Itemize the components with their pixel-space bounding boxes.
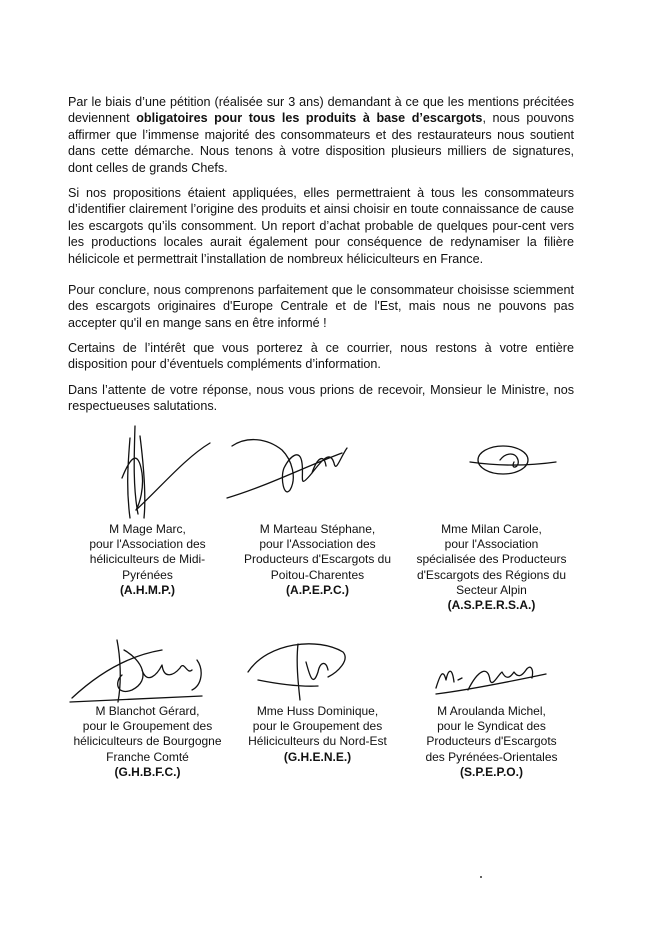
signatory-line: spécialisée des Producteurs: [416, 552, 567, 567]
paragraph-petition: [68, 94, 574, 176]
petition-text-end: , nous pouvons affirmer que l’immense majorité des consommateurs et des restaurateurs nous soutient dans cette démarche. Nous tenons à votre disposition plusieurs milliers de signatures, dont celles de grands Chefs.: [68, 111, 575, 175]
signature-mage-marc: [100, 418, 220, 528]
page-mark: [480, 876, 482, 878]
signatory-line: M Blanchot Gérard,: [95, 704, 200, 718]
signatory-line: d'Escargots des Régions du: [416, 567, 567, 582]
signatory-line: M Mage Marc,: [109, 522, 186, 536]
signatory-line: Mme Huss Dominique,: [256, 704, 379, 718]
paragraph-interest: Certains de l’intérêt que vous porterez à ce courrier, nous restons à votre entière disposition pour d’éventuels compléments d’information.: [68, 341, 574, 372]
signatory-line: Mme Milan Carole,: [441, 522, 542, 536]
signatory-ghbfc: [60, 704, 235, 780]
signatory-line: Secteur Alpin: [456, 582, 527, 597]
paragraph-propositions: Si nos propositions étaient appliquées, elles permettraient à tous les consommateurs d’identifier clairement l’origine des produits et ainsi choisir en toute connaissance de cause les escargots qu’ils consomment. Un report d’achat probable de quelques pour-cent vers les productions locales aurait également pour conséquence de redynamiser la filière hélicicole et permettrait l’installation de nombreux héliciculteurs en France.: [68, 186, 574, 266]
signatory-line: pour l'Association: [444, 537, 539, 552]
signatory-line: M Marteau Stéphane,: [259, 522, 376, 536]
paragraph-conclusion: Pour conclure, nous comprenons parfaitement que le consommateur choisisse sciemment des escargots originaires d'Europe Centrale et de l'Est, mais nous ne pouvons pas accepter qu'il en mange sans en être informé !: [68, 283, 574, 330]
signatory-line: pour le Groupement des: [252, 719, 383, 734]
signatory-line: Producteurs d'Escargots du: [243, 552, 392, 567]
signature-huss-dominique: [238, 632, 358, 707]
signatory-acronym: (A.S.P.E.R.S.A.): [447, 598, 536, 613]
signatory-acronym: (S.P.E.P.O.): [460, 764, 523, 779]
signatory-line: pour l'Association des: [259, 537, 376, 552]
signatory-spepo: [404, 704, 579, 780]
petition-bold-text: obligatoires pour tous les produits à base d’escargots: [136, 111, 483, 126]
signatory-line: des Pyrénées-Orientales: [425, 749, 558, 764]
signatory-ahmp: [60, 522, 235, 598]
signature-milan-carole: [468, 438, 558, 493]
signature-blanchot-gerard: [62, 630, 212, 710]
signatory-acronym: (G.H.B.F.C.): [114, 764, 181, 779]
signatory-ghene: [230, 704, 405, 765]
signatory-acronym: (G.H.E.N.E.): [283, 749, 352, 764]
signatory-line: héliciculteurs de Midi-: [89, 552, 206, 567]
signatory-line: Franche Comté: [106, 749, 189, 764]
paragraph-closing: Dans l’attente de votre réponse, nous vous prions de recevoir, Monsieur le Ministre, nos respectueuses salutations.: [68, 383, 574, 414]
petition-text-start: Par le biais d’une pétition (réalisée sur 3 ans) demandant à ce que les mentions précitées deviennent: [68, 95, 574, 126]
signature-marteau-stephane: [222, 428, 372, 508]
signatory-apepc: [230, 522, 405, 598]
signatory-line: héliciculteurs de Bourgogne: [73, 734, 222, 749]
signatory-aspersa: [404, 522, 579, 613]
signatory-line: M Aroulanda Michel,: [437, 704, 546, 718]
signatory-line: Héliciculteurs du Nord-Est: [248, 734, 387, 749]
signatory-line: Poitou-Charentes: [270, 567, 365, 582]
signature-aroulanda-michel: [428, 650, 553, 705]
signatory-line: pour l'Association des: [89, 537, 206, 552]
signatory-acronym: (A.P.E.P.C.): [286, 582, 349, 597]
signatory-line: pour le Syndicat des: [437, 719, 546, 734]
signatory-line: Pyrénées: [122, 567, 173, 582]
signatory-line: Producteurs d'Escargots: [426, 734, 557, 749]
signatory-line: pour le Groupement des: [82, 719, 213, 734]
signatory-acronym: (A.H.M.P.): [119, 582, 176, 597]
